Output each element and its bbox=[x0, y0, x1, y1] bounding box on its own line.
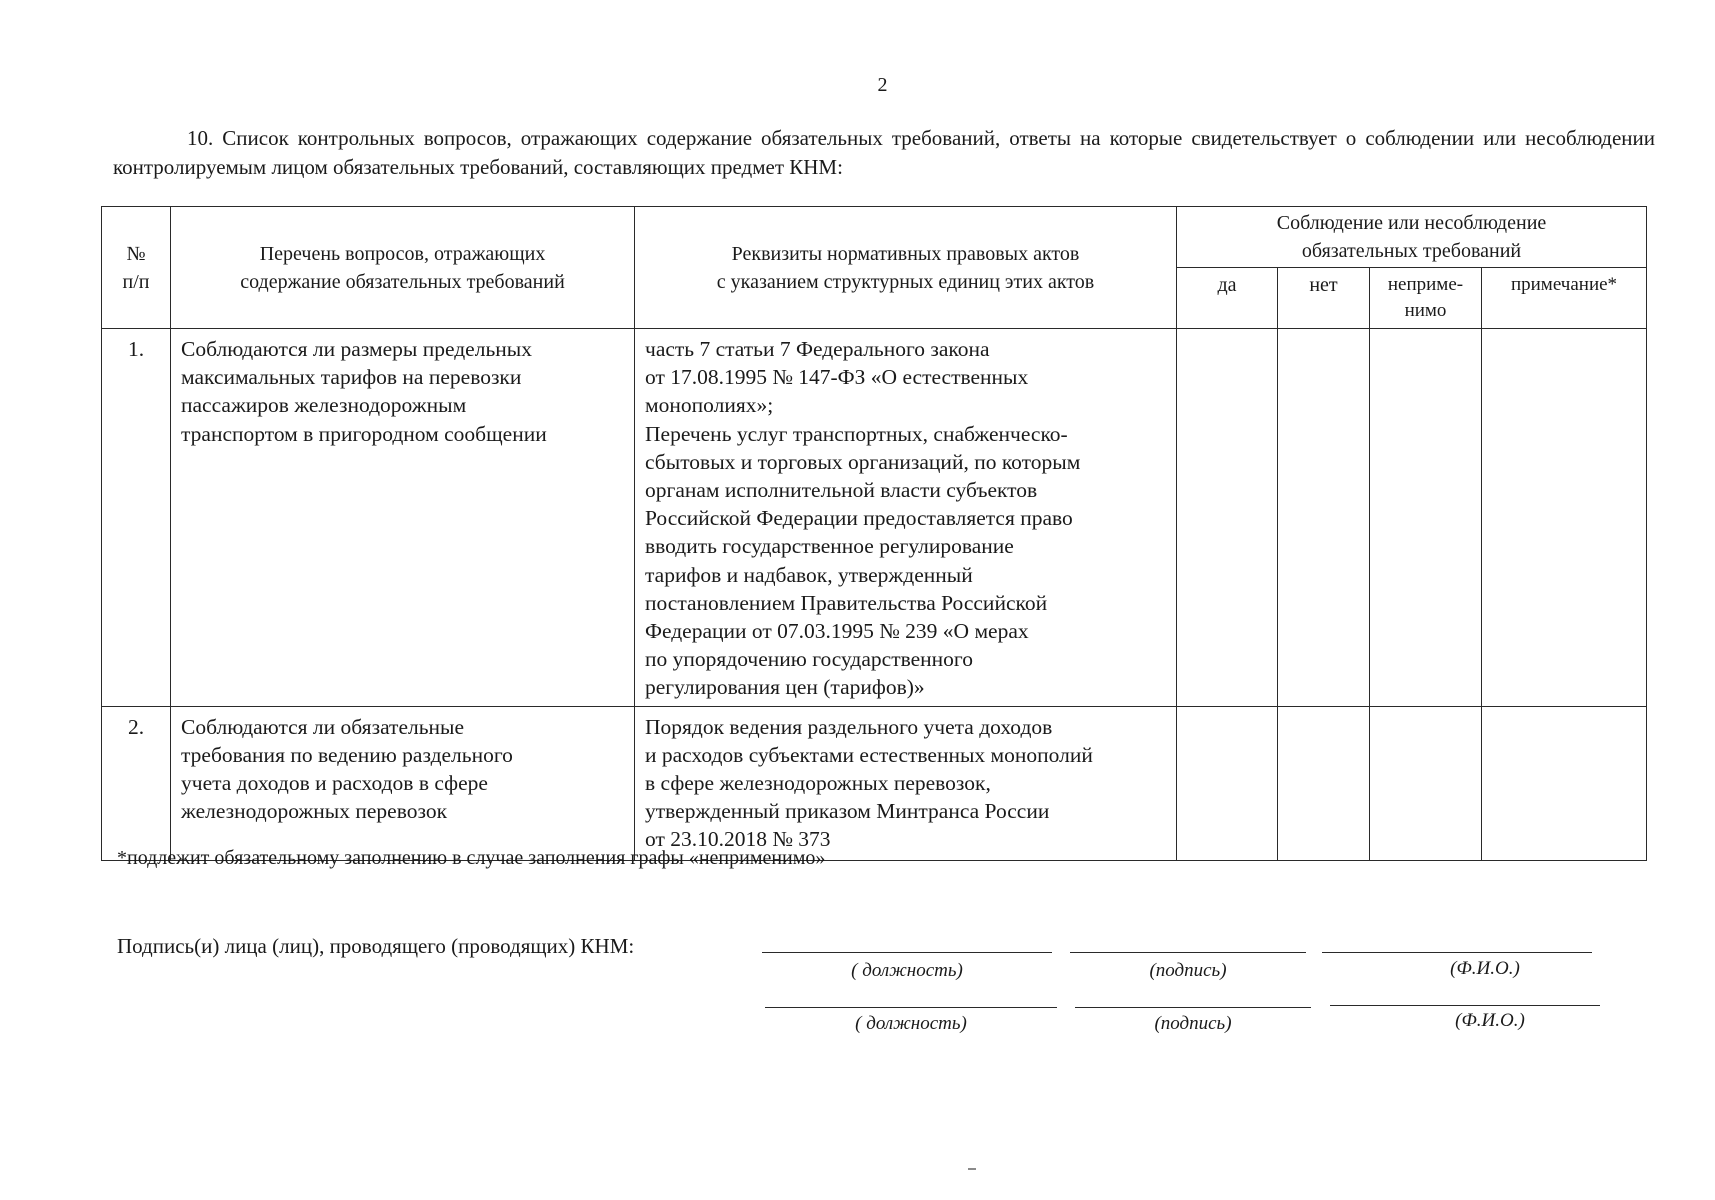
row-acts-line: Российской Федерации предоставляется право bbox=[645, 506, 1073, 531]
signature-caption: (подпись) bbox=[1149, 960, 1227, 981]
header-compliance-line: обязательных требований bbox=[1301, 240, 1522, 262]
row-acts bbox=[635, 329, 1177, 707]
row-acts-line: утвержденный приказом Минтранса России bbox=[645, 799, 1050, 824]
row-note-cell[interactable] bbox=[1482, 706, 1647, 860]
header-note: примечание* bbox=[1482, 268, 1647, 329]
row-yes-cell[interactable] bbox=[1177, 329, 1278, 707]
row-acts-line: регулирования цен (тарифов)» bbox=[645, 675, 925, 700]
row-question-line: пассажиров железнодорожным bbox=[181, 393, 467, 418]
name-caption: (Ф.И.О.) bbox=[1455, 1010, 1525, 1031]
row-no-cell[interactable] bbox=[1278, 706, 1370, 860]
row-question bbox=[171, 329, 635, 707]
row-acts-line: Порядок ведения раздельного учета доходов bbox=[645, 714, 1053, 739]
position-line-2[interactable] bbox=[765, 1007, 1057, 1008]
signature-caption: (подпись) bbox=[1154, 1013, 1232, 1034]
row-acts-line: вводить государственное регулирование bbox=[645, 534, 1014, 559]
name-line-2[interactable] bbox=[1330, 1005, 1600, 1006]
row-not-applicable-cell[interactable] bbox=[1370, 706, 1482, 860]
signature-line-2[interactable] bbox=[1075, 1007, 1311, 1008]
position-caption: ( должность) bbox=[855, 1013, 967, 1034]
position-caption: ( должность) bbox=[851, 960, 963, 981]
header-compliance bbox=[1177, 207, 1647, 268]
footnote: *подлежит обязательному заполнению в случае заполнения графы «неприменимо» bbox=[117, 847, 826, 869]
row-acts-line: постановлением Правительства Российской bbox=[645, 590, 1048, 615]
row-acts-line: тарифов и надбавок, утвержденный bbox=[645, 562, 973, 587]
header-no: нет bbox=[1278, 268, 1370, 329]
row-acts-line: Федерации от 07.03.1995 № 239 «О мерах bbox=[645, 619, 1029, 644]
row-not-applicable-cell[interactable] bbox=[1370, 329, 1482, 707]
header-number bbox=[102, 207, 171, 329]
header-acts-line: с указанием структурных единиц этих актов bbox=[716, 270, 1095, 293]
table-row bbox=[102, 706, 1647, 860]
scan-mark bbox=[968, 1168, 976, 1170]
row-note-cell[interactable] bbox=[1482, 329, 1647, 707]
row-no-cell[interactable] bbox=[1278, 329, 1370, 707]
intro-paragraph: 10. Список контрольных вопросов, отражающих содержание обязательных требований, ответы на которые свидетельствует о соблюдении или несоблюдении контролируемым лицом обязательных требований, составляющих предмет КНМ: bbox=[113, 126, 1655, 179]
header-acts-line: Реквизиты нормативных правовых актов bbox=[731, 242, 1080, 265]
row-question-line: транспортом в пригородном сообщении bbox=[181, 421, 547, 446]
row-acts-line: сбытовых и торговых организаций, по которым bbox=[645, 449, 1081, 474]
row-question-line: учета доходов и расходов в сфере bbox=[181, 771, 488, 796]
header-acts bbox=[635, 207, 1177, 329]
header-not-applicable-line: нимо bbox=[1404, 300, 1447, 321]
table-row bbox=[102, 329, 1647, 707]
row-acts-line: часть 7 статьи 7 Федерального закона bbox=[645, 337, 990, 361]
checklist-table bbox=[101, 206, 1647, 861]
row-question bbox=[171, 706, 635, 860]
row-acts-line: и расходов субъектами естественных монополий bbox=[645, 742, 1093, 767]
header-number-line: п/п bbox=[122, 270, 150, 293]
row-number: 2. bbox=[102, 706, 171, 860]
row-question-line: железнодорожных перевозок bbox=[181, 799, 448, 824]
header-not-applicable bbox=[1370, 268, 1482, 329]
row-yes-cell[interactable] bbox=[1177, 706, 1278, 860]
signature-line-1[interactable] bbox=[1070, 952, 1306, 953]
row-question-line: Соблюдаются ли обязательные bbox=[181, 714, 465, 739]
signature-label: Подпись(и) лица (лиц), проводящего (проводящих) КНМ: bbox=[117, 934, 635, 958]
header-questions bbox=[171, 207, 635, 329]
row-acts-line: Перечень услуг транспортных, снабженческо- bbox=[645, 421, 1068, 446]
header-questions-line: содержание обязательных требований bbox=[240, 270, 565, 293]
row-acts-line: от 23.10.2018 № 373 bbox=[645, 827, 831, 852]
row-acts-line: по упорядочению государственного bbox=[645, 647, 973, 672]
header-number-line: № bbox=[126, 242, 146, 265]
page-number: 2 bbox=[877, 74, 888, 96]
name-caption: (Ф.И.О.) bbox=[1450, 958, 1520, 979]
row-question-line: Соблюдаются ли размеры предельных bbox=[181, 337, 532, 361]
row-question-line: максимальных тарифов на перевозки bbox=[181, 365, 522, 390]
header-not-applicable-line: неприме- bbox=[1387, 274, 1464, 295]
row-number: 1. bbox=[102, 329, 171, 707]
row-acts-line: монополиях»; bbox=[645, 393, 774, 418]
row-question-line: требования по ведению раздельного bbox=[181, 742, 513, 767]
header-compliance-line: Соблюдение или несоблюдение bbox=[1276, 212, 1547, 234]
position-line-1[interactable] bbox=[762, 952, 1052, 953]
header-questions-line: Перечень вопросов, отражающих bbox=[259, 242, 546, 265]
name-line-1[interactable] bbox=[1322, 952, 1592, 953]
header-yes: да bbox=[1177, 268, 1278, 329]
row-acts-line: от 17.08.1995 № 147-ФЗ «О естественных bbox=[645, 365, 1029, 390]
row-acts-line: в сфере железнодорожных перевозок, bbox=[645, 771, 991, 796]
row-acts bbox=[635, 706, 1177, 860]
row-acts-line: органам исполнительной власти субъектов bbox=[645, 478, 1038, 503]
